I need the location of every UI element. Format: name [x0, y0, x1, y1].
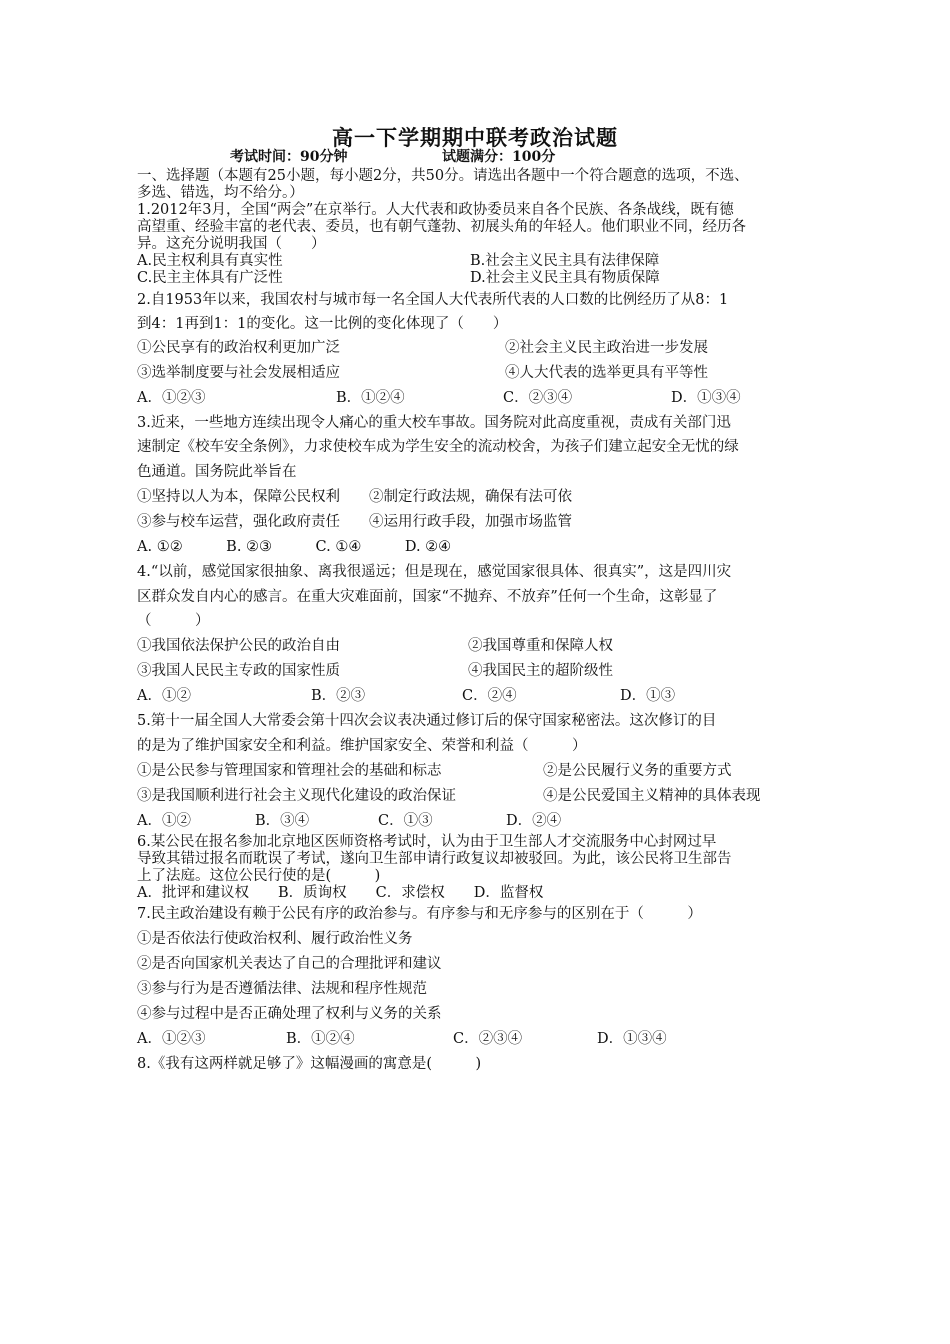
- q2-item-2: ②社会主义民主政治进一步发展: [505, 340, 708, 356]
- q6-stem-line1: 6.某公民在报名参加北京地区医师资格考试时，认为由于卫生部人才交流服务中心封网过早: [137, 834, 717, 850]
- q7-option-c: C．②③④: [453, 1031, 523, 1047]
- q5-stem-line2: 的是为了维护国家安全和利益。维护国家安全、荣誉和利益（ ）: [137, 738, 587, 754]
- q3-options: A. ①② B. ②③ C. ①④ D. ②④: [137, 539, 452, 555]
- exam-time: 考试时间：90分钟: [230, 149, 348, 165]
- q4-item-1: ①我国依法保护公民的政治自由: [137, 638, 340, 654]
- q4-item-3: ③我国人民民主专政的国家性质: [137, 663, 340, 679]
- q1-option-b: B.社会主义民主具有法律保障: [470, 253, 660, 269]
- q1-option-a: A.民主权利具有真实性: [137, 253, 283, 269]
- q5-stem-line1: 5.第十一届全国人大常委会第十四次会议表决通过修订后的保守国家秘密法。这次修订的目: [137, 713, 717, 729]
- q7-option-a: A．①②③: [137, 1031, 206, 1047]
- q2-stem-line1: 2.自1953年以来，我国农村与城市每一名全国人大代表所代表的人口数的比例经历了从8：1: [137, 292, 729, 308]
- q3-items-1-2: ①坚持以人为本，保障公民权利 ②制定行政法规，确保有法可依: [137, 489, 572, 505]
- q5-option-d: D．②④: [506, 813, 562, 829]
- section-instructions-line1: 一、选择题（本题有25小题，每小题2分，共50分。请选出各题中一个符合题意的选项，不选、: [137, 168, 749, 184]
- q2-option-d: D．①③④: [671, 390, 741, 406]
- q7-item-1: ①是否依法行使政治权利、履行政治性义务: [137, 931, 413, 947]
- q3-stem-line1: 3.近来，一些地方连续出现令人痛心的重大校车事故。国务院对此高度重视，责成有关部门迅: [137, 415, 731, 431]
- q2-item-1: ①公民享有的政治权利更加广泛: [137, 340, 340, 356]
- q2-option-b: B．①②④: [336, 390, 405, 406]
- q3-stem-line2: 速制定《校车安全条例》，力求使校车成为学生安全的流动校舍，为孩子们建立起安全无忧的绿: [137, 439, 739, 455]
- q5-item-4: ④是公民爱国主义精神的具体表现: [543, 788, 761, 804]
- q2-option-a: A．①②③: [137, 390, 206, 406]
- q2-option-c: C．②③④: [503, 390, 573, 406]
- q4-option-d: D．①③: [620, 688, 676, 704]
- q2-item-3: ③选举制度要与社会发展相适应: [137, 365, 340, 381]
- q4-item-4: ④我国民主的超阶级性: [468, 663, 613, 679]
- q4-item-2: ②我国尊重和保障人权: [468, 638, 613, 654]
- q1-option-d: D.社会主义民主具有物质保障: [470, 270, 660, 286]
- q5-option-a: A．①②: [137, 813, 191, 829]
- q5-item-1: ①是公民参与管理国家和管理社会的基础和标志: [137, 763, 442, 779]
- q4-stem-line3: （ ）: [137, 613, 210, 629]
- q3-stem-line3: 色通道。国务院此举旨在: [137, 464, 297, 480]
- q4-option-a: A．①②: [137, 688, 191, 704]
- q7-item-4: ④参与过程中是否正确处理了权利与义务的关系: [137, 1006, 442, 1022]
- q1-option-c: C.民主主体具有广泛性: [137, 270, 283, 286]
- q7-stem-line1: 7.民主政治建设有赖于公民有序的政治参与。有序参与和无序参与的区别在于（ ）: [137, 906, 702, 922]
- page-title: 高一下学期期中联考政治试题: [332, 125, 618, 150]
- q6-options: A．批评和建议权 B．质询权 C．求偿权 D．监督权: [137, 885, 544, 901]
- exam-score: 试题满分：100分: [442, 149, 556, 165]
- section-instructions-line2: 多选、错选，均不给分。）: [137, 185, 304, 201]
- q1-stem-line3: 异。这充分说明我国（ ）: [137, 236, 326, 252]
- q7-option-d: D．①③④: [597, 1031, 667, 1047]
- q5-option-b: B．③④: [255, 813, 310, 829]
- q8-stem-line1: 8.《我有这两样就足够了》这幅漫画的寓意是( ): [137, 1056, 482, 1072]
- q5-item-3: ③是我国顺利进行社会主义现代化建设的政治保证: [137, 788, 456, 804]
- q4-option-b: B．②③: [311, 688, 366, 704]
- q7-item-2: ②是否向国家机关表达了自己的合理批评和建议: [137, 956, 442, 972]
- q7-option-b: B．①②④: [286, 1031, 355, 1047]
- q5-option-c: C．①③: [378, 813, 433, 829]
- q2-stem-line2: 到4：1再到1：1的变化。这一比例的变化体现了（ ）: [137, 316, 508, 332]
- q4-stem-line1: 4.“以前，感觉国家很抽象、离我很遥远；但是现在，感觉国家很具体、很真实”，这是四川灾: [137, 564, 732, 580]
- q4-stem-line2: 区群众发自内心的感言。在重大灾难面前，国家“不抛弃、不放弃”任何一个生命，这彰显了: [137, 589, 718, 605]
- q7-item-3: ③参与行为是否遵循法律、法规和程序性规范: [137, 981, 427, 997]
- q1-stem-line2: 高望重、经验丰富的老代表、委员，也有朝气蓬勃、初展头角的年轻人。他们职业不同，经历各: [137, 219, 746, 235]
- q5-item-2: ②是公民履行义务的重要方式: [543, 763, 732, 779]
- q6-stem-line3: 上了法庭。这位公民行使的是( ): [137, 868, 381, 884]
- q3-items-3-4: ③参与校车运营，强化政府责任 ④运用行政手段，加强市场监管: [137, 514, 572, 530]
- q2-item-4: ④人大代表的选举更具有平等性: [505, 365, 708, 381]
- q1-stem-line1: 1.2012年3月，全国“两会”在京举行。人大代表和政协委员来自各个民族、各条战线，既有德: [137, 202, 734, 218]
- q6-stem-line2: 导致其错过报名而耽误了考试，遂向卫生部申请行政复议却被驳回。为此，该公民将卫生部告: [137, 851, 732, 867]
- q4-option-c: C．②④: [462, 688, 517, 704]
